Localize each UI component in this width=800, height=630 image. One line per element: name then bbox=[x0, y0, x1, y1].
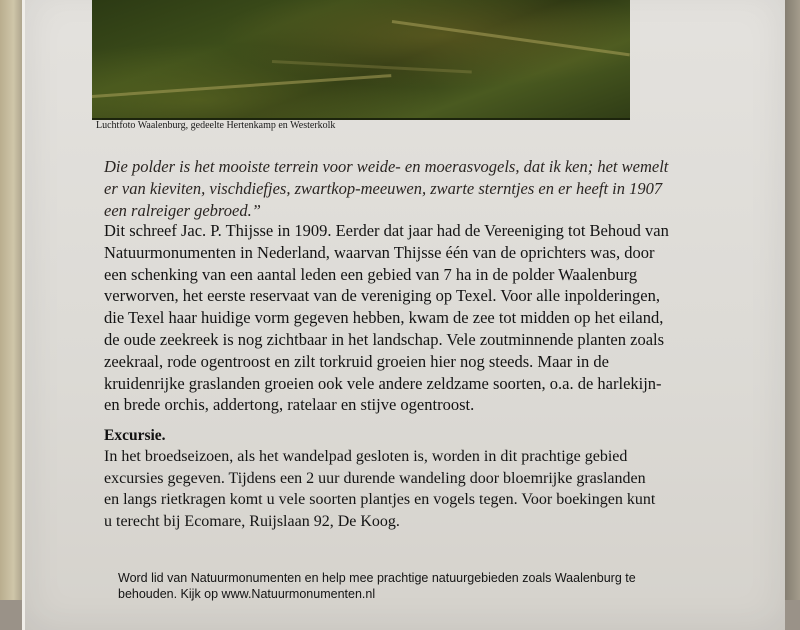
quote-line: Die polder is het mooiste terrein voor weide- en moerasvogels, dat ik ken; het wemelt bbox=[104, 157, 669, 176]
intro-paragraph bbox=[104, 220, 766, 416]
intro-line: en brede orchis, addertong, ratelaar en stijve ogentroost. bbox=[104, 395, 475, 415]
thijsse-quote bbox=[104, 156, 764, 222]
aerial-photo bbox=[92, 0, 630, 120]
intro-line: kruidenrijke graslanden groeien ook vele andere zeldzame soorten, o.a. de harlekijn- bbox=[104, 373, 662, 393]
photo-field-stripe bbox=[272, 60, 472, 73]
membership-footer bbox=[118, 570, 718, 602]
intro-line: zeekraal, rode ogentroost en zilt torkruid groeien hier nog steeds. Maar in de bbox=[104, 351, 609, 371]
photo-field-stripe bbox=[392, 20, 630, 56]
excursion-line: u terecht bij Ecomare, Ruijslaan 92, De Koog. bbox=[104, 512, 400, 530]
quote-line: er van kieviten, vischdiefjes, zwartkop-meeuwen, zwarte sterntjes en er heeft in 1907 bbox=[104, 179, 663, 198]
photo-caption: Luchtfoto Waalenburg, gedeelte Hertenkamp en Westerkolk bbox=[96, 120, 336, 131]
footer-line: Word lid van Natuurmonumenten en help mee prachtige natuurgebieden zoals Waalenburg te bbox=[118, 571, 636, 585]
intro-line: Dit schreef Jac. P. Thijsse in 1909. Eerder dat jaar had de Vereeniging tot Behoud van bbox=[104, 221, 669, 240]
intro-line: een schenking van een aantal leden een gebied van 7 ha in de polder Waalenburg bbox=[104, 264, 638, 284]
intro-line: verworven, het eerste reservaat van de vereniging op Texel. Voor alle inpolderingen, bbox=[104, 286, 660, 306]
intro-line: de oude zeekreek is nog zichtbaar in het landschap. Vele zoutminnende planten zoals bbox=[104, 329, 665, 349]
excursion-line: excursies gegeven. Tijdens een 2 uur durende wandeling door bloemrijke graslanden bbox=[104, 469, 646, 487]
intro-line: Natuurmonumenten in Nederland, waarvan Thijsse één van de oprichters was, door bbox=[104, 242, 655, 262]
excursion-line: en langs rietkragen komt u vele soorten plantjes en vogels tegen. Voor boekingen kunt bbox=[104, 491, 656, 508]
excursion-heading: Excursie. bbox=[104, 427, 166, 444]
excursion-line: In het broedseizoen, als het wandelpad gesloten is, worden in dit prachtige gebied bbox=[104, 448, 628, 465]
photo-field-stripe bbox=[92, 74, 391, 98]
footer-line: behouden. Kijk op www.Natuurmonumenten.nl bbox=[118, 587, 376, 601]
intro-line: die Texel haar huidige vorm gegeven hebben, kwam de zee tot midden op het eiland, bbox=[104, 308, 664, 328]
excursion-paragraph bbox=[104, 446, 744, 532]
quote-line: een ralreiger gebroed.” bbox=[104, 201, 261, 220]
